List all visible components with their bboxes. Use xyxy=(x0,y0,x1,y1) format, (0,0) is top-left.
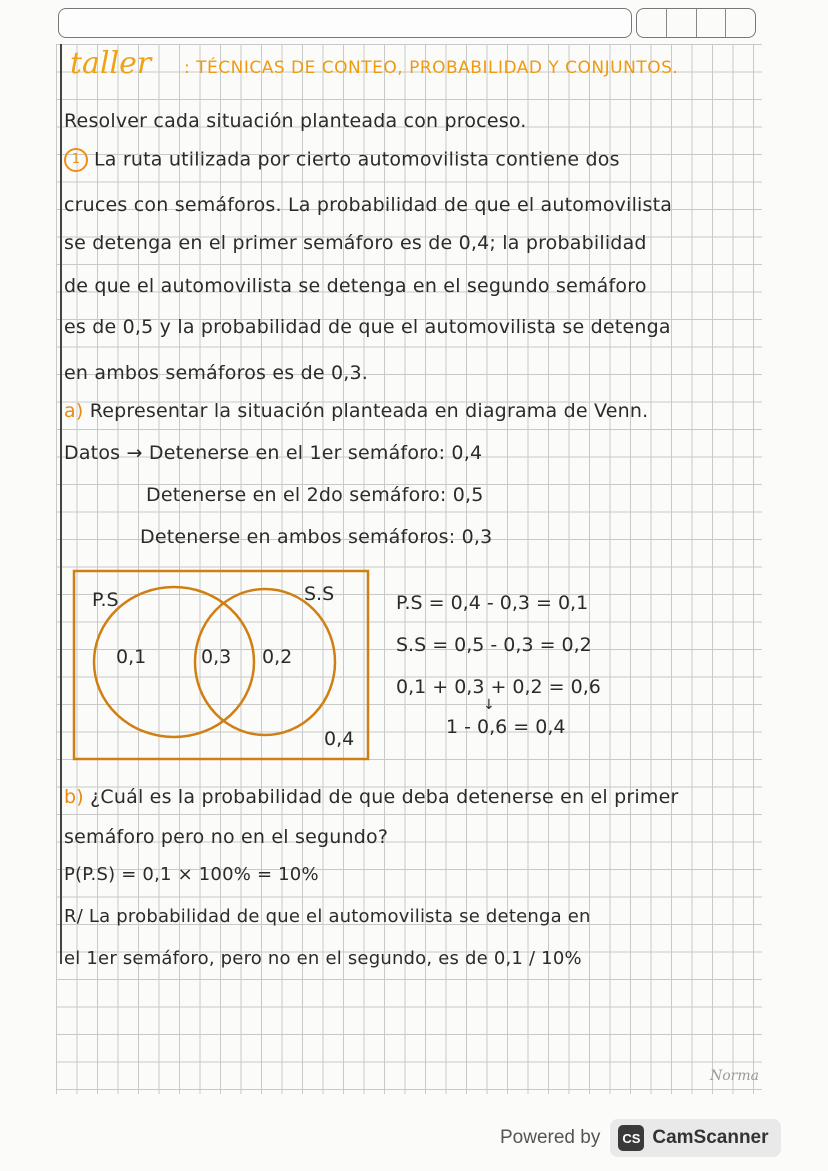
calc-arrow: ↓ xyxy=(483,697,495,713)
camscanner-logo-icon: CS xyxy=(618,1125,644,1151)
part-b-line-1 xyxy=(64,786,678,808)
part-a-text: Representar la situación planteada en diagrama de Venn. xyxy=(89,400,649,422)
problem-line-6: en ambos semáforos es de 0,3. xyxy=(64,362,369,384)
calc-line-1: P.S = 0,4 - 0,3 = 0,1 xyxy=(396,592,589,614)
answer-line-1: R/ La probabilidad de que el automovilista se detenga en xyxy=(64,906,591,927)
set-a-label: P.S xyxy=(92,589,119,611)
outside-value: 0,4 xyxy=(324,728,355,750)
calc-line-3: 0,1 + 0,3 + 0,2 = 0,6 xyxy=(396,676,601,698)
set-b-label: S.S xyxy=(304,583,335,605)
part-a-marker: a) xyxy=(64,400,84,422)
calc-line-4: 1 - 0,6 = 0,4 xyxy=(446,716,566,738)
only-b-value: 0,2 xyxy=(262,646,293,668)
intro-text: Resolver cada situación planteada con proceso. xyxy=(64,110,527,132)
problem-number: 1 xyxy=(64,148,88,172)
problem-line-2: cruces con semáforos. La probabilidad de que el automovilista xyxy=(64,194,673,216)
powered-by-text: Powered by xyxy=(500,1127,601,1148)
problem-line-3: se detenga en el primer semáforo es de 0,4; la probabilidad xyxy=(64,232,647,254)
data-label: Datos → xyxy=(64,442,143,464)
norma-brand-logo: Norma xyxy=(710,1068,759,1084)
part-b-formula: P(P.S) = 0,1 × 100% = 10% xyxy=(64,864,319,885)
title-word: taller xyxy=(70,46,152,81)
calc-line-2: S.S = 0,5 - 0,3 = 0,2 xyxy=(396,634,592,656)
only-a-value: 0,1 xyxy=(116,646,147,668)
answer-line-2: el 1er semáforo, pero no en el segundo, es de 0,1 / 10% xyxy=(64,948,582,969)
camscanner-watermark xyxy=(500,1118,781,1158)
data-line-2: Detenerse en el 2do semáforo: 0,5 xyxy=(146,484,484,506)
both-value: 0,3 xyxy=(201,646,232,668)
part-b-question: ¿Cuál es la probabilidad de que deba detenerse en el primer xyxy=(90,786,679,808)
problem-line-5: es de 0,5 y la probabilidad de que el automovilista se detenga xyxy=(64,316,671,338)
data-line-3: Detenerse en ambos semáforos: 0,3 xyxy=(140,526,493,548)
part-b-marker: b) xyxy=(64,786,84,808)
problem-text: La ruta utilizada por cierto automovilista contiene dos xyxy=(94,148,620,171)
camscanner-badge xyxy=(610,1119,780,1157)
part-b-line-2: semáforo pero no en el segundo? xyxy=(64,826,389,848)
problem-line-4: de que el automovilista se detenga en el segundo semáforo xyxy=(64,275,647,297)
page-title: : TÉCNICAS DE CONTEO, PROBABILIDAD Y CONJUNTOS. xyxy=(184,58,679,78)
data-value-1: Detenerse en el 1er semáforo: 0,4 xyxy=(148,442,483,464)
camscanner-name: CamScanner xyxy=(652,1127,769,1148)
